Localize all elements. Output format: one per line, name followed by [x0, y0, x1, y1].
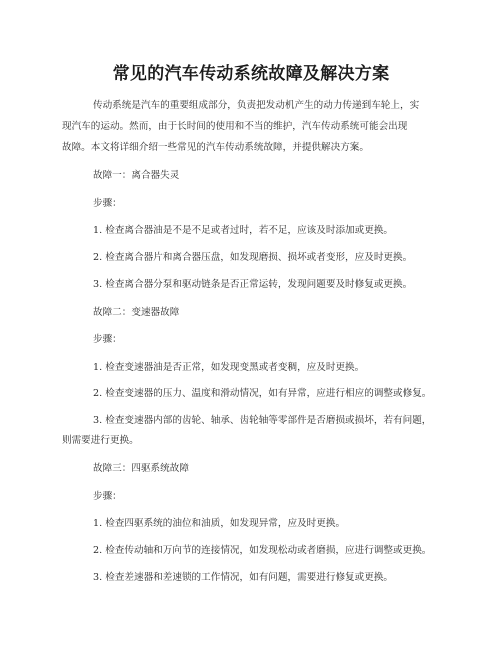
section-2-step-1: 1. 检查变速器油是否正常，如发现变黑或者变稠，应及时更换。 — [93, 362, 365, 373]
section-3-step-2: 2. 检查传动轴和万向节的连接情况，如发现松动或者磨损，应进行调整或更换。 — [93, 545, 432, 556]
section-3-step-3: 3. 检查差速器和差速锁的工作情况，如有问题，需要进行修复或更换。 — [93, 572, 394, 583]
section-2-heading: 故障二：变速器故障 — [93, 307, 180, 318]
section-1-heading: 故障一：离合器失灵 — [93, 170, 180, 181]
section-2-steps-label: 步骤： — [93, 334, 122, 345]
intro-line-2: 现汽车的运动。然而，由于长时间的使用和不当的维护，汽车传动系统可能会出现 — [62, 121, 408, 132]
section-2-step-2: 2. 检查变速器的压力、温度和滑动情况，如有异常，应进行相应的调整或修复。 — [93, 388, 432, 399]
intro-line-1: 传动系统是汽车的重要组成部分，负责把发动机产生的动力传递到车轮上，实 — [93, 100, 420, 111]
section-1-step-2: 2. 检查离合器片和离合器压盘，如发现磨损、损坏或者变形，应及时更换。 — [93, 252, 413, 263]
section-1-step-3: 3. 检查离合器分泵和驱动链条是否正常运转，发现问题要及时修复或更换。 — [93, 279, 413, 290]
section-3-steps-label: 步骤： — [93, 491, 122, 502]
section-1-steps-label: 步骤： — [93, 198, 122, 209]
section-3-heading: 故障三：四驱系统故障 — [93, 463, 189, 474]
section-1-step-1: 1. 检查离合器油是不是不足或者过时，若不足，应该及时添加或更换。 — [93, 225, 394, 236]
document-title: 常见的汽车传动系统故障及解决方案 — [112, 64, 390, 84]
section-3-step-1: 1. 检查四驱系统的油位和油质，如发现异常，应及时更换。 — [93, 518, 346, 529]
intro-line-3: 故障。本文将详细介绍一些常见的汽车传动系统故障，并提供解决方案。 — [62, 142, 369, 153]
section-2-step-3: 3. 检查变速器内部的齿轮、轴承、齿轮轴等零部件是否磨损或损坏，若有问题， — [93, 415, 432, 426]
section-2-step-3-cont: 则需要进行更换。 — [62, 435, 139, 446]
